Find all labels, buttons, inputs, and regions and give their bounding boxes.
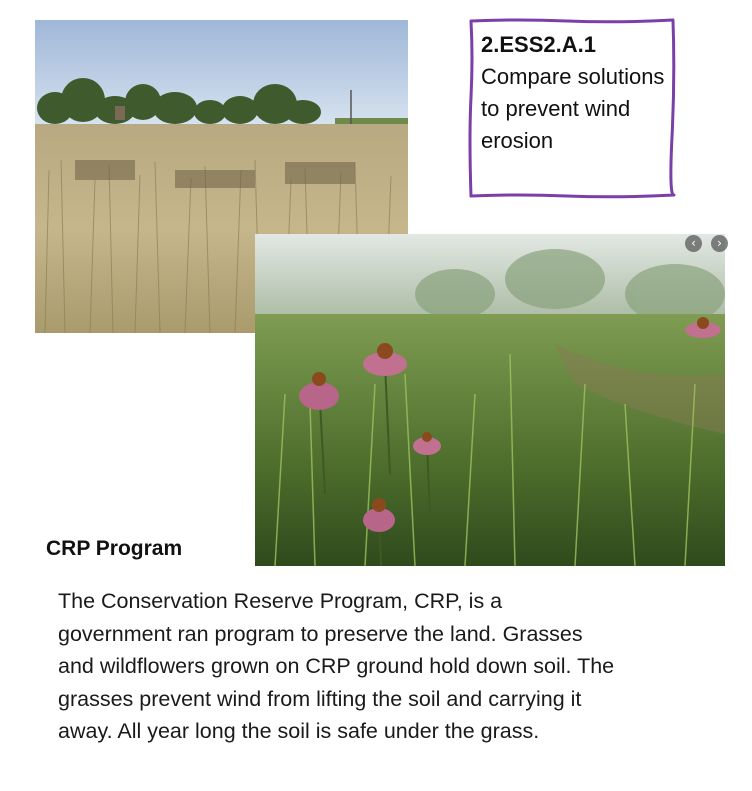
standard-text <box>481 29 671 157</box>
carousel-prev-icon[interactable]: ‹ <box>685 235 702 252</box>
section-heading: CRP Program <box>46 537 183 560</box>
coneflower-prairie-photo <box>255 234 725 566</box>
standard-description: Compare solutions to prevent wind erosion <box>481 64 665 153</box>
standard-callout <box>467 17 677 199</box>
standard-code: 2.ESS2.A.1 <box>481 32 596 57</box>
wildflower-image <box>255 234 725 566</box>
section-body: The Conservation Reserve Program, CRP, is a government ran program to preserve the land. Grasses and wildflowers grown on CRP ground hold down soil. The grasses prevent wind from lifting the soil and carrying it away. All year long the soil is safe under the grass. <box>58 589 615 743</box>
carousel-next-icon[interactable]: › <box>711 235 728 252</box>
